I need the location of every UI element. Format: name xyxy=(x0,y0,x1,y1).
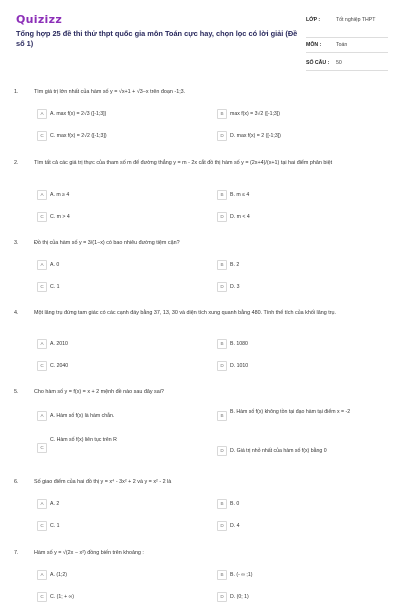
question-text: Đồ thị của hàm số y = 3/(1−x) có bao nhiêu đường tiệm cận? xyxy=(34,240,180,246)
meta-label: LỚP : xyxy=(306,17,321,23)
question-number: 6. xyxy=(14,479,19,485)
question-number: 7. xyxy=(14,550,19,556)
meta-label: MÔN : xyxy=(306,42,322,48)
meta-value: 50 xyxy=(336,60,342,66)
meta-value: Toán xyxy=(336,42,348,48)
page-title: Tổng hợp 25 đề thi thử thpt quốc gia môn Toán cực hay, chọn lọc có lời giải (Đề số 1) xyxy=(16,29,298,48)
meta-label: SỐ CÂU : xyxy=(306,60,330,66)
question-text: Hàm số y = √(2x − x²) đồng biến trên khoảng : xyxy=(34,550,144,556)
meta-row-count xyxy=(306,53,388,71)
meta-panel xyxy=(306,15,388,71)
question-number: 3. xyxy=(14,240,19,246)
question-number: 4. xyxy=(14,310,19,316)
meta-row-subject xyxy=(306,38,388,53)
question-text: Một lăng trụ đứng tam giác có các cạnh đáy bằng 37, 13, 30 và diện tích xung quanh bằng 480. Tính thể tích của khối lăng trụ. xyxy=(34,310,336,316)
question-text: Tìm tất cả các giá trị thực của tham số m để đường thẳng y = m - 2x cắt đồ thị hàm số y = (2x+4)/(x+1) tại hai điểm phân biệt xyxy=(34,160,333,166)
worksheet-page: Quizizz Tổng hợp 25 đề thi thử thpt quốc gia môn Toán cực hay, chọn lọc có lời giải (Đề số 1) LỚP : Tốt nghiệp THPT MÔN : Toán SỐ CÂU : 50 1. Tìm giá trị lớn nhất của hàm số y = √x+1 + √3−x trên đoạn -1;3. A A. max f(x) = 2√3 ([-1;3]) B max f(x) = 3√2 ([-1;3]) C C. max f(x) = 2√2 ([-1;3]) D D. max f(x) = 2 ([-1;3]) 2. Tìm tất cả các giá trị thực của tham số m để đường thẳng y = m - 2x cắt đồ thị hàm số y = (2x+4)/(x+1) tại hai điểm phân biệt A A. m ≥ 4 B B. m ≤ 4 C C. m > 4 D D. m < 4 3. Đồ thị của hàm số y = 3/(1−x) có bao nhiêu đường tiệm cận? A A. 0 B B. 2 C C. 1 D D. 3 4. Một lăng trụ đứng tam giác có các cạnh đáy bằng 37, 13, 30 và diện tích xung quanh bằng 480. Tính thể tích của khối lăng trụ. A A. 2010 B B. 1080 C C. 2040 D D. 1010 5. Cho hàm số y = f(x) = x + 2 mệnh đề nào sau đây sai? A A. Hàm số f(x) là hàm chẵn. B B. Hàm số f(x) không tồn tại đạo hàm tại điểm x = -2 C C. Hàm số f(x) liên tục trên R D D. Giá trị nhỏ nhất của hàm số f(x) bằng 0 6. Số giao điểm của hai đồ thị y = x⁴ - 3x² + 2 và y = x² - 2 là A A. 2 B B. 0 C C. 1 D D. 4 7. Hàm số y = √(2x − x²) đồng biến trên khoảng : A A. (1;2) B B. (- ∞ ;1) C C. (1; + ∞) D D. (0; 1) xyxy=(0,0,400,600)
question-text: Số giao điểm của hai đồ thị y = x⁴ - 3x² + 2 và y = x² - 2 là xyxy=(34,479,172,485)
quizizz-logo: Quizizz xyxy=(16,13,63,26)
meta-value: Tốt nghiệp THPT xyxy=(336,17,376,23)
question-number: 5. xyxy=(14,389,19,395)
question-text: Tìm giá trị lớn nhất của hàm số y = √x+1 + √3−x trên đoạn -1;3. xyxy=(34,89,186,95)
question-number: 2. xyxy=(14,160,19,166)
question-text: Cho hàm số y = f(x) = x + 2 mệnh đề nào sau đây sai? xyxy=(34,389,164,395)
question-number: 1. xyxy=(14,89,19,95)
meta-row-grade xyxy=(306,15,388,38)
